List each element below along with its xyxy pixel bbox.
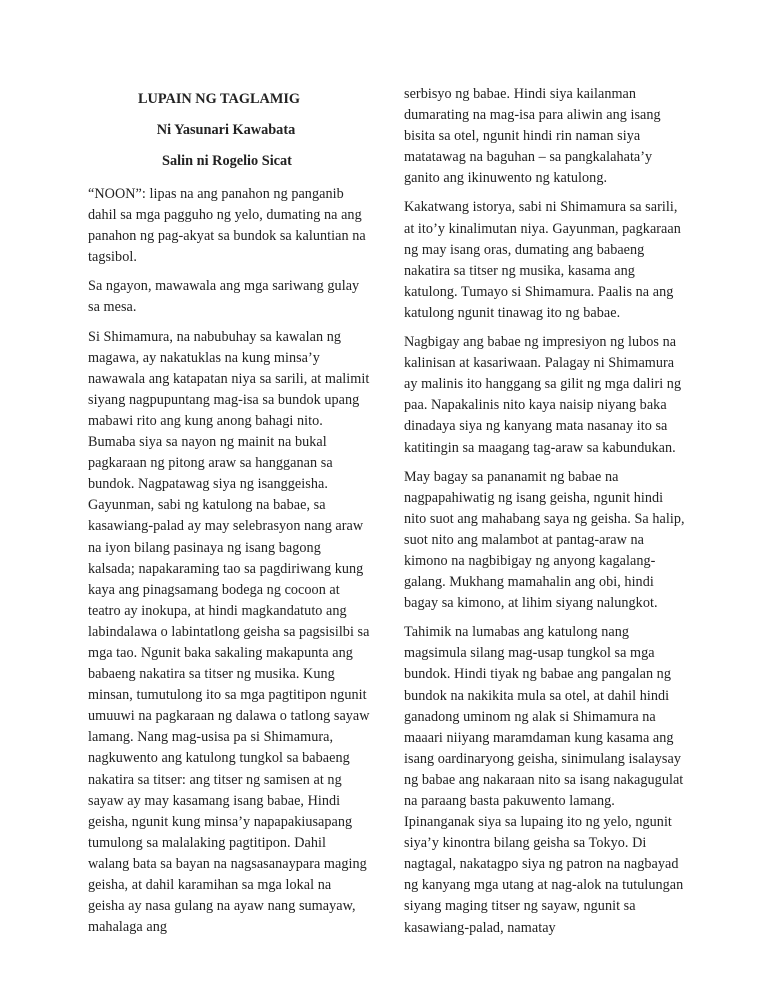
paragraph: Tahimik na lumabas ang katulong nang magsimula silang mag-usap tungkol sa mga bundok. Hindi tiyak ng babae ang pangalan ng bundok na nakikita mula sa otel, at dahil hindi ganadong uminom ng alak si Shimamura na maaari niiyang maramdaman kung kasama ang isang oardinaryong geisha, sinimulang isalaysay ng babae ang nakaraan nito sa isang nakagugulat na paraang basta pakuwento lamang. Ipinanganak siya sa lupaing ito ng yelo, ngunit siya’y kinontra bilang geisha sa Tokyo. Di nagtagal, nakatagpo siya ng patron na nagbayad ng kanyang mga utang at nag-alok na tutulungan siyang maging titser ng sayaw, ngunit sa kasawiang-palad, namatay: [404, 624, 684, 936]
paragraph: Sa ngayon, mawawala ang mga sariwang gulay sa mesa.: [88, 278, 360, 316]
paragraph: Kakatwang istorya, sabi ni Shimamura sa sarili, at ito’y kinalimutan niya. Gayunman, pagkaraan ng may isang oras, dumating ang babaeng nakatira sa titser ng musika, kasama ang katulong. Tumayo si Shimamura. Paalis na ang katulong ngunit tinawag ito ng babae.: [404, 199, 681, 321]
paragraph: Nagbigay ang babae ng impresiyon ng lubos na kalinisan at kasariwaan. Palagay ni Shimamura ay malinis ito hanggang sa gilit ng mga daliri ng paa. Napakalinis nito kaya naisip niyang baka dinadaya siya ng kanyang mata nasanay ito sa katitingin sa maagang tag-araw sa kabundukan.: [404, 334, 682, 456]
title-block: [88, 84, 370, 177]
left-column: [88, 84, 370, 946]
translator-line: Salin ni Rogelio Sicat: [162, 153, 292, 169]
paragraph: “NOON”: lipas na ang panahon ng panganib dahil sa mga pagguho ng yelo, dumating na ang panahon ng pag-akyat sa bundok sa kaluntian na tagsibol.: [88, 186, 366, 266]
author-line: Ni Yasunari Kawabata: [156, 122, 296, 138]
paragraph: May bagay sa pananamit ng babae na nagpapahiwatig ng isang geisha, ngunit hindi nito suot ang mahabang saya ng geisha. Sa halip, suot nito ang malambot at pantag-araw na kimono na nagbibigay ng anyong kagalang-galang. Mukhang mamahalin ang obi, hindi bagay sa kimono, at lihim siyang nalungkot.: [404, 468, 685, 612]
paragraph: Si Shimamura, na nabubuhay sa kawalan ng magawa, ay nakatuklas na kung minsa’y nawawala ang katapatan niya sa sarili, at malimit siyang nagpupuntang mag-isa sa bundok upang mabawi rito ang kung anong bahagi nito. Bumaba siya sa nayon ng mainit na bukal pagkaraan ng pitong araw sa hangganan sa bundok. Nagpatawag siya ng isanggeisha. Gayunman, sabi ng katulong na babae, sa kasawiang-palad ay may selebrasyon nang araw na iyon bilang pasinaya ng isang bagong kalsada; napakaraming tao sa pagdiriwang kung kaya ang pinagsamang bodega ng cocoon at teatro ay inokupa, at hindi magkandatuto ang labindalawa o labintatlong geisha sa pagsisilbi sa mga tao. Ngunit baka sakaling makapunta ang babaeng nakatira sa titser ng musika. Kung minsan, tumutulong ito sa mga pagtitipon ngunit umuuwi na pagkaraan ng dalawa o tatlong sayaw lamang. Nang mag-usisa pa si Shimamura, nagkuwento ang katulong tungkol sa babaeng nakatira sa titser: ang titser ng samisen at ng sayaw ay may kasamang isang babae, Hindi geisha, ngunit kung minsa’y napapakiusapang tumulong sa malalaking pagtitipon. Dahil walang bata sa bayan na nagsasanaypara maging geisha, at dahil karamihan sa mga lokal na geisha ay nasa gulang na ayaw nang sumayaw, mahalaga ang: [88, 328, 370, 936]
paragraph: serbisyo ng babae. Hindi siya kailanman dumarating na mag-isa para aliwin ang isang bisita sa otel, ngunit hindi rin naman siya matatawag na baguhan – sa pangkalahata’y ganito ang ikinuwento ng katulong.: [404, 86, 661, 187]
story-title: LUPAIN NG TAGLAMIG: [137, 91, 301, 107]
right-column: [404, 84, 686, 947]
